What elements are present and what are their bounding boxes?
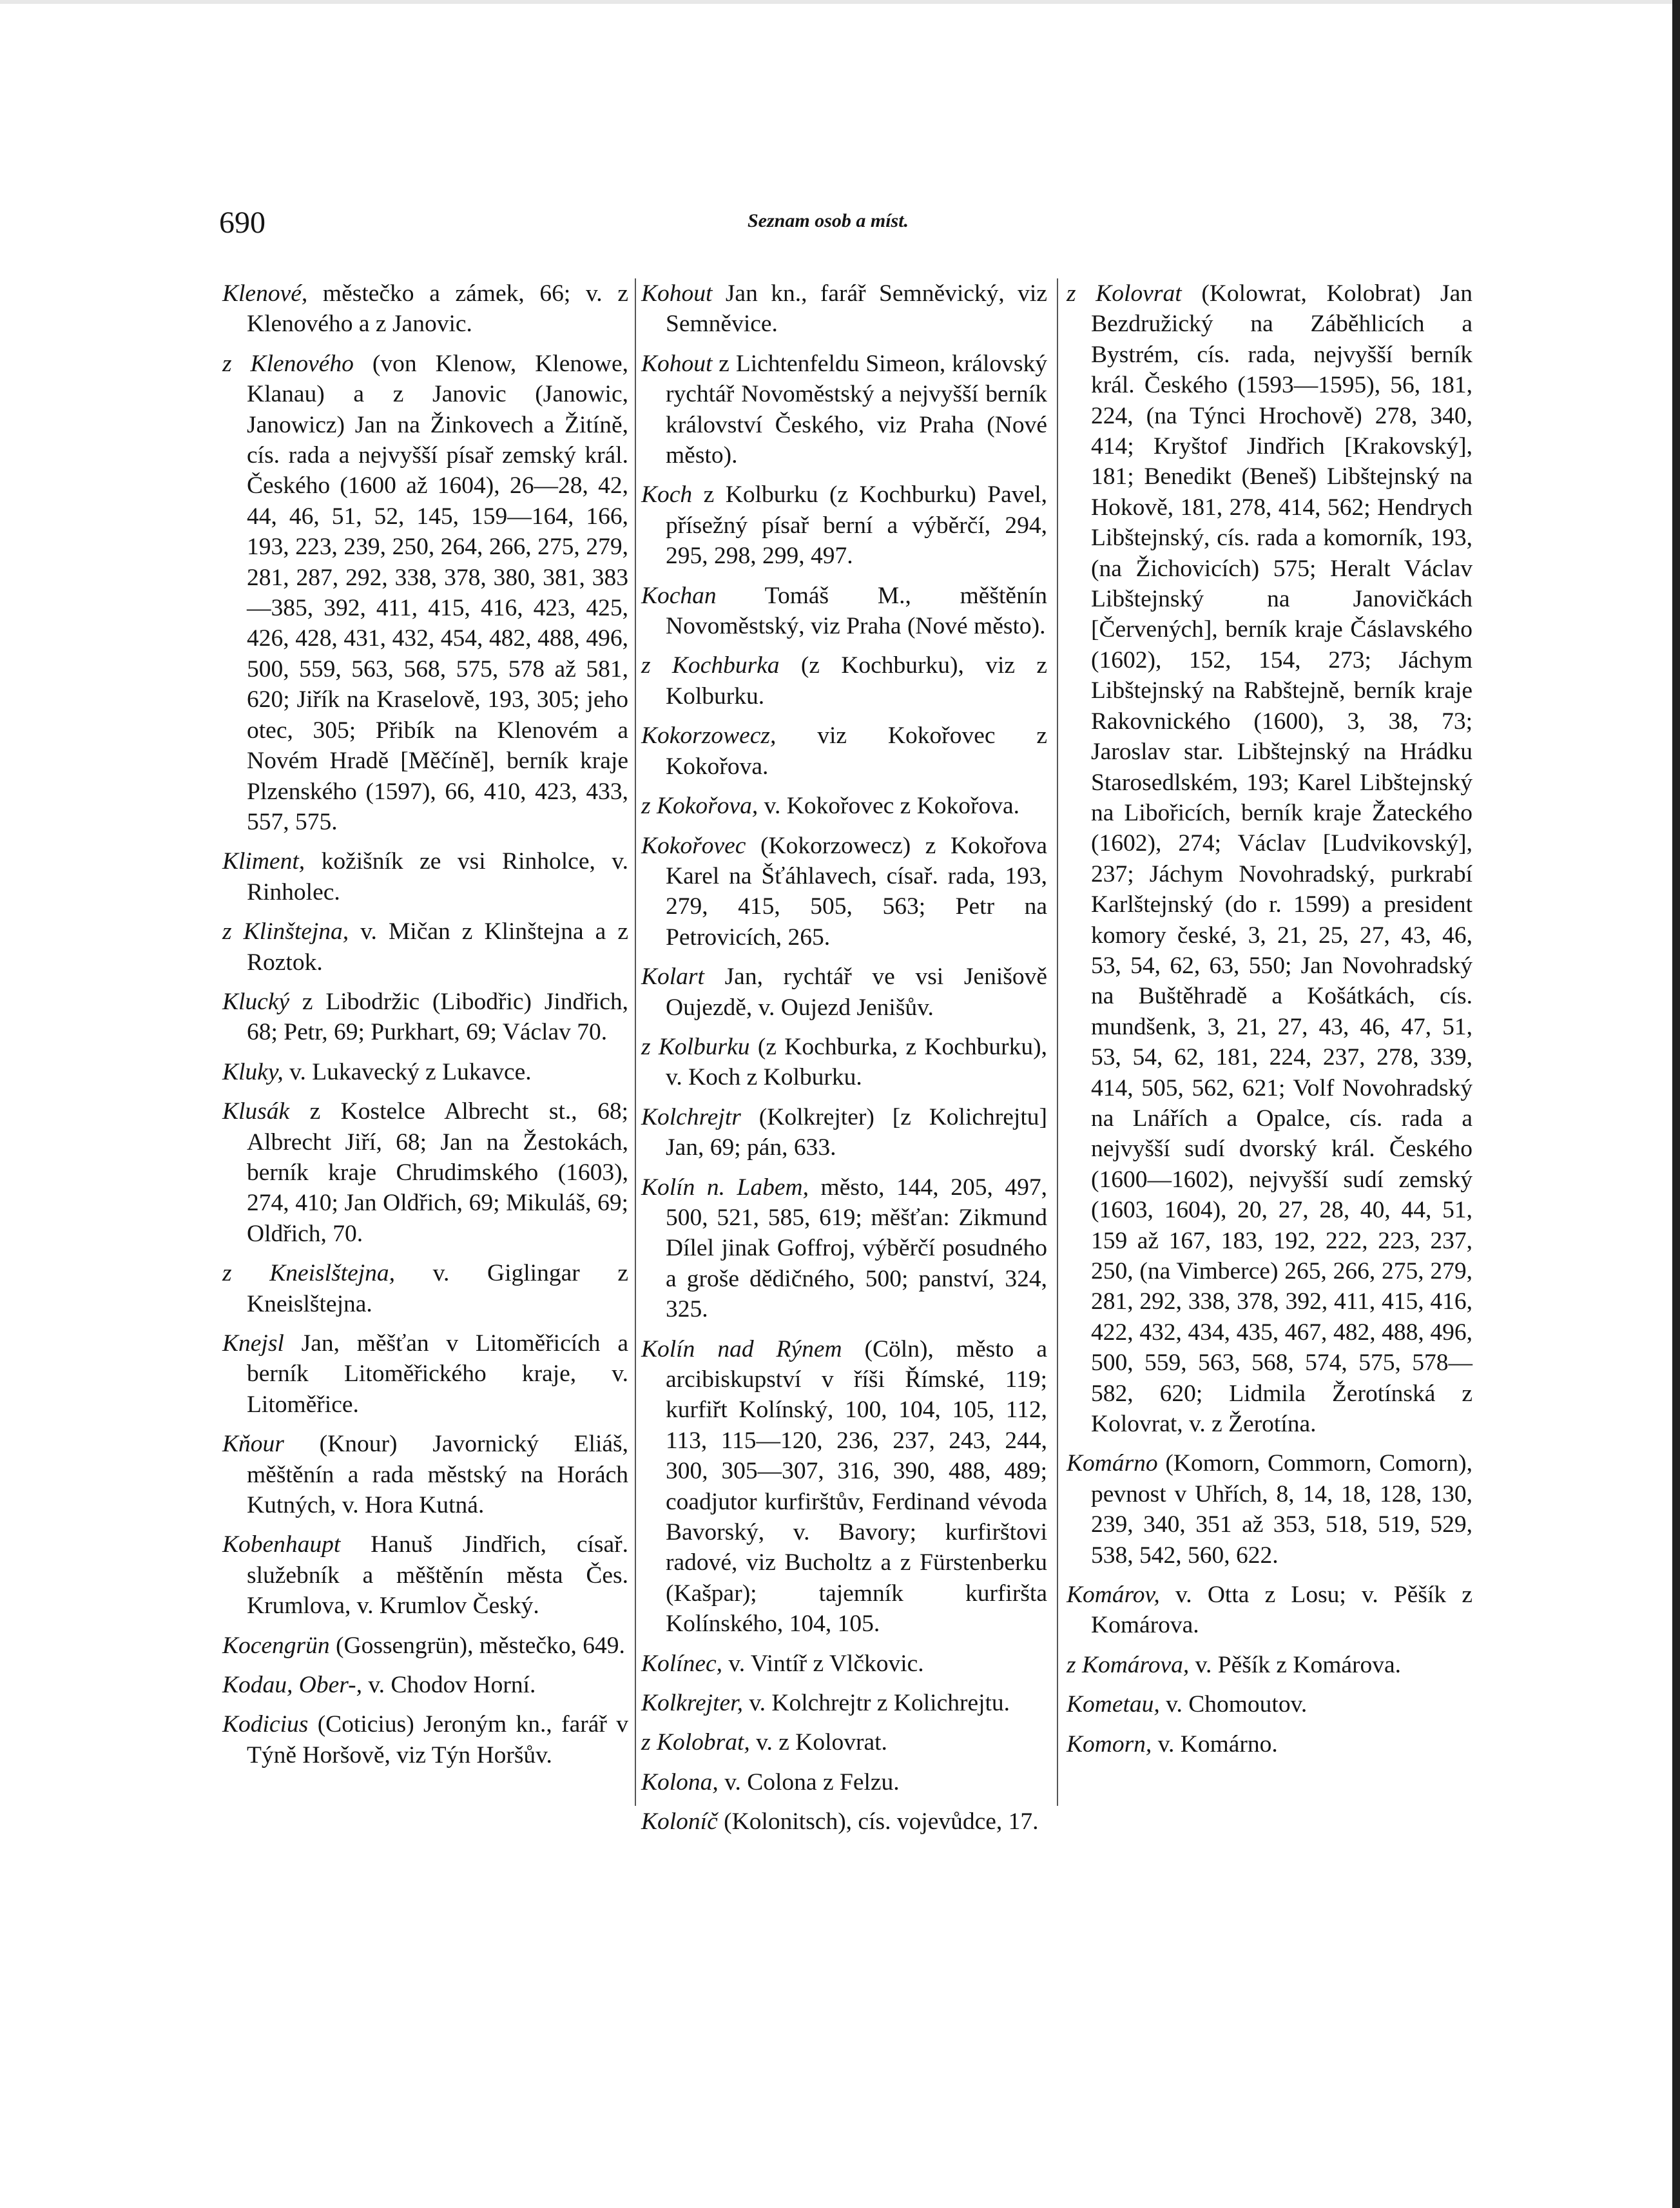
entry-text: v. Chomoutov. [1159,1691,1308,1718]
index-entry [222,1328,628,1420]
index-entry [222,278,628,340]
page-top-edge [0,0,1680,4]
entry-headword: Kolart [641,964,704,991]
entry-text: v. Pěšík z Komárova. [1189,1651,1402,1678]
index-entry [222,987,628,1048]
entry-headword: z Kochburka [641,652,780,679]
index-entry [222,1631,628,1661]
index-entry [641,721,1047,782]
index-entry [222,1429,628,1520]
index-entry [222,1096,628,1249]
entry-headword: Kolchrejtr [641,1103,741,1130]
entry-headword: Koch [641,481,693,508]
entry-text: (Cöln), město a arcibiskupství v říši Římské, 119; kurfiřt Kolínský, 100, 104, 105, 112, 113, 115—120, 236, 237, 243, 244, 300, 305—307, 316, 390, 488, 489; coadjutor kurfirštův, Ferdinand vévoda Bavorský, v. Bavory; kurfirštovi radové, viz Bucholtz a z Fürstenberku (Kašpar); tajemník kurfiršta Kolínského, 104, 105. [666,1335,1047,1638]
index-entry [641,479,1047,571]
page-header [219,205,1489,244]
entry-text: (Kolonitsch), cís. vojevůdce, 17. [717,1808,1039,1835]
index-entry [641,1102,1047,1163]
entry-headword: Klenové, [222,280,308,307]
entry-text: Jan, rychtář ve vsi Jenišově Oujezdě, v. Oujezd Jenišův. [666,964,1047,1021]
index-entry [1067,1448,1472,1571]
entry-text: (Kokorzowecz) z Kokořova Karel na Šťáhlavech, císař. rada, 193, 279, 415, 505, 563; Petr na Petrovicích, 265. [666,832,1047,951]
entry-text: z Kolburku (z Kochburku) Pavel, přísežný písař berní a výběrčí, 294, 295, 298, 299, 497. [666,481,1047,570]
index-entry [222,1709,628,1770]
entry-headword: z Kolobrat, [641,1729,750,1756]
index-entry [222,1670,628,1700]
entry-headword: Kolínec, [641,1650,723,1677]
index-entry [222,349,628,838]
column-divider [635,278,636,1806]
entry-headword: z Klenového [222,350,354,377]
entry-text: v. Mičan z Klinštejna a z Roztok. [247,918,628,976]
index-entry [641,1688,1047,1718]
entry-text: v. Colona z Felzu. [718,1768,900,1796]
index-entry [641,831,1047,953]
index-entry [1067,1580,1472,1641]
entry-text: (Gossengrün), městečko, 649. [329,1632,625,1659]
index-entry [641,1334,1047,1640]
index-entry [641,1806,1047,1837]
entry-text: z Libodržic (Libodřic) Jindřich, 68; Petr, 69; Purkhart, 69; Václav 70. [247,988,628,1046]
entry-headword: Klusák [222,1098,290,1125]
entry-headword: Kliment, [222,848,305,875]
entry-headword: Komorn, [1067,1730,1152,1758]
index-entry [1067,1650,1472,1680]
entry-text: město, 144, 205, 497, 500, 521, 585, 619; měšťan: Zikmund Dílel jinak Goffroj, výběrčí posudného a groše dědičného, 500; panství, 324, 325. [666,1174,1047,1323]
running-title: Seznam osob a míst. [748,210,909,231]
entry-text: (Coticius) Jeroným kn., farář v Týně Horšově, viz Týn Horšův. [247,1711,628,1768]
entry-headword: z Klinštejna, [222,918,349,945]
entry-text: (Kolkrejter) [z Kolichrejtu] Jan, 69; pán, 633. [666,1103,1047,1161]
entry-text: v. Chodov Horní. [362,1672,536,1699]
entry-headword: Kluky, [222,1058,284,1085]
index-entry [641,278,1047,340]
index-entry [641,791,1047,821]
entry-headword: z Kolovrat [1067,280,1182,307]
index-entry [641,962,1047,1023]
index-entry [641,1649,1047,1679]
entry-headword: Kolkrejter, [641,1690,743,1717]
entry-headword: Kokorzowecz, [641,722,777,750]
entry-headword: Kobenhaupt [222,1531,341,1558]
index-entry [1067,1689,1472,1719]
index-column-3 [1067,278,1472,1768]
entry-headword: Komárno [1067,1450,1158,1477]
index-entry [641,349,1047,471]
entry-text: v. Otta z Losu; v. Pěšík z Komárova. [1091,1582,1472,1639]
index-entry [222,916,628,978]
column-divider [1057,278,1058,1806]
entry-text: z Kostelce Albrecht st., 68; Albrecht Jiří, 68; Jan na Žestokách, berník kraje Chrudimského (1603), 274, 410; Jan Oldřich, 69; Mikuláš, 69; Oldřich, 70. [247,1098,628,1247]
entry-text: městečko a zámek, 66; v. z Klenového a z Janovic. [247,280,628,338]
index-entry [222,1057,628,1087]
index-entry [641,1032,1047,1093]
index-entry [641,1767,1047,1797]
entry-text: v. z Kolovrat. [749,1729,887,1756]
entry-text: v. Lukavecký z Lukavce. [283,1058,532,1085]
page-number: 690 [219,206,266,240]
entry-headword: Kohout [641,280,713,307]
index-entry [1067,1729,1472,1759]
entry-text: Jan, měšťan v Litoměřicích a berník Litoměřického kraje, v. Litoměřice. [247,1330,628,1418]
entry-text: (Komorn, Commorn, Comorn), pevnost v Uhřích, 8, 14, 18, 128, 130, 239, 340, 351 až 353, 518, 519, 529, 538, 542, 560, 622. [1091,1450,1472,1569]
entry-text: Hanuš Jindřich, císař. služebník a měštěnín města Čes. Krumlova, v. Krumlov Český. [247,1531,628,1620]
entry-text: v. Kokořovec z Kokořova. [758,793,1020,820]
entry-headword: Kolona, [641,1768,719,1796]
index-column-2 [641,278,1047,1846]
entry-text: (Kolowrat, Kolobrat) Jan Bezdružický na Záběhlicích a Bystrém, cís. rada, nejvyšší berník král. Českého (1593—1595), 56, 181, 224, (na Týnci Hrochově) 278, 340, 414; Kryštof Jindřich [Krakovský], 181; Benedikt (Beneš) Libštejnský na Hokově, 181, 278, 414, 562; Hendrych Libštejnský, cís. rada a komorník, 193, (na Žichovicích) 575; Heralt Václav Libštejnský na Janovičkách [Červených], berník kraje Čáslavského (1602), 152, 154, 273; Jáchym Libštejnský na Rabštejně, berník kraje Rakovnického (1600), 3, 38, 73; Jaroslav star. Libštejnský na Hrádku Starosedlském, 193; Karel Libštejnský na Libořicích, berník kraje Žateckého (1602), 274; Václav [Ludvikovský], 237; Jáchym Novohradský, purkrabí Karlštejnský (do r. 1599) a president komory české, 3, 21, 25, 27, 43, 46, 53, 54, 62, 63, 550; Jan Novohradský na Buštěhradě a Košátkách, cís. mundšenk, 3, 21, 27, 43, 46, 47, 51, 53, 54, 62, 181, 224, 237, 278, 339, 414, 505, 562, 621; Volf Novohradský na Lnářích a Opalce, cís. rada a nejvyšší sudí dvorský král. Českého (1600—1602), nejvyšší sudí zemský (1603, 1604), 20, 27, 28, 40, 44, 51, 159 až 167, 183, 192, 222, 223, 237, 250, (na Vimberce) 265, 266, 275, 279, 281, 292, 338, 378, 392, 411, 415, 416, 422, 432, 434, 435, 467, 482, 488, 496, 500, 559, 563, 568, 574, 575, 578—582, 620; Lidmila Žerotínská z Kolovrat, v. z Žerotína. [1091,280,1472,1438]
index-entry [641,1172,1047,1325]
entry-text: Tomáš M., měštěnín Novoměstský, viz Praha (Nové město). [666,582,1047,640]
index-entry [222,1529,628,1621]
entry-headword: Kodau, Ober-, [222,1672,362,1699]
entry-text: Jan kn., farář Semněvický, viz Semněvice. [666,280,1047,338]
index-entry [1067,278,1472,1439]
entry-headword: z Komárova, [1067,1651,1190,1678]
entry-headword: Kodicius [222,1711,309,1738]
entry-headword: Kokořovec [641,832,746,859]
index-entry [641,581,1047,642]
index-entry [641,1727,1047,1758]
index-column-1 [222,278,628,1779]
entry-text: (z Kochburku), viz z Kolburku. [666,652,1047,710]
index-entry [222,1258,628,1319]
entry-text: v. Vintíř z Vlčkovic. [722,1650,924,1677]
index-entry [222,846,628,907]
entry-headword: Kňour [222,1431,284,1458]
entry-headword: z Kolburku [641,1033,750,1060]
entry-headword: Kochan [641,582,717,609]
entry-text: viz Kokořovec z Kokořova. [666,722,1047,780]
entry-text: v. Kolchrejtr z Kolichrejtu. [742,1690,1010,1717]
entry-headword: Kolín n. Labem, [641,1174,809,1201]
entry-headword: Knejsl [222,1330,284,1357]
entry-text: (von Klenow, Klenowe, Klanau) a z Janovic (Janowic, Janowicz) Jan na Žinkovech a Žitíně, cís. rada a nejvyšší písař zemský král. Českého (1600 až 1604), 26—28, 42, 44, 46, 51, 52, 145, 159—164, 166, 193, 223, 239, 250, 264, 266, 275, 279, 281, 287, 292, 338, 378, 380, 381, 383—385, 392, 411, 415, 416, 423, 425, 426, 428, 431, 432, 454, 482, 488, 496, 500, 559, 563, 568, 575, 578 až 581, 620; Jiřík na Kraselově, 193, 305; jeho otec, 305; Přibík na Klenovém a Novém Hradě [Měčíně], berník kraje Plzenského (1597), 66, 410, 423, 433, 557, 575. [247,350,628,835]
entry-text: (Knour) Javornický Eliáš, měštěnín a rada městský na Horách Kutných, v. Hora Kutná. [247,1431,628,1519]
entry-text: kožišník ze vsi Rinholce, v. Rinholec. [247,848,628,905]
entry-text: (z Kochburka, z Kochburku), v. Koch z Kolburku. [666,1033,1047,1091]
entry-headword: Klucký [222,988,290,1015]
entry-headword: z Kokořova, [641,793,758,820]
entry-text: z Lichtenfeldu Simeon, královský rychtář Novoměstský a nejvyšší berník království Českého, viz Praha (Nové město). [666,350,1047,469]
entry-headword: z Kneislštejna, [222,1260,396,1287]
entry-text: v. Giglingar z Kneislštejna. [247,1260,628,1317]
entry-headword: Komárov, [1067,1582,1160,1609]
entry-headword: Koloníč [641,1808,718,1835]
entry-headword: Kohout [641,350,713,377]
index-entry [641,650,1047,712]
scan-dark-edge [1672,0,1680,2208]
entry-headword: Kolín nad Rýnem [641,1335,842,1362]
entry-text: v. Komárno. [1152,1730,1278,1758]
entry-headword: Kometau, [1067,1691,1160,1718]
entry-headword: Kocengrün [222,1632,330,1659]
